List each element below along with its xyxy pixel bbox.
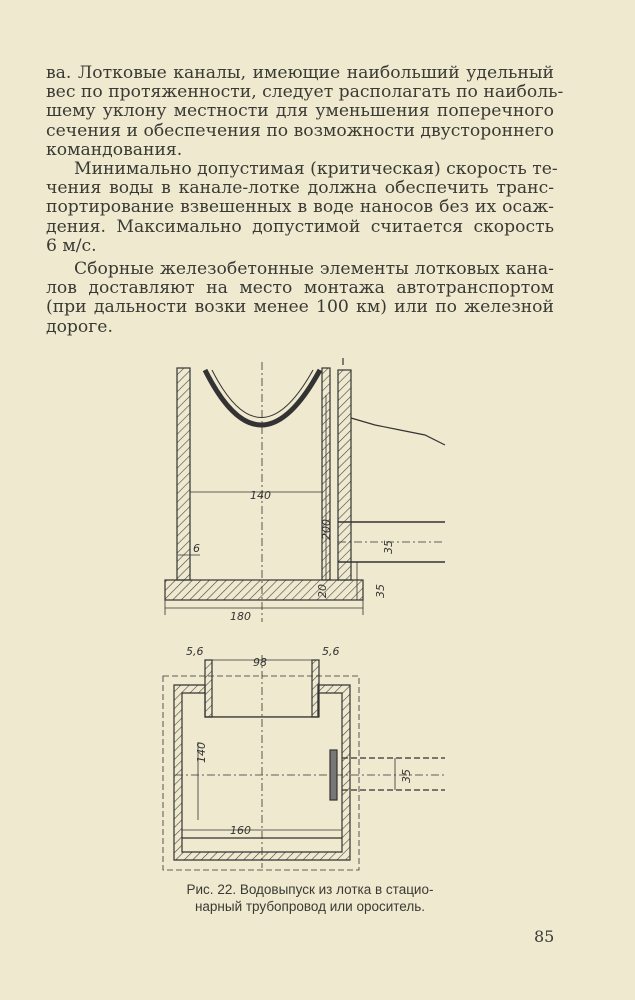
- dim-opening: 98: [253, 656, 267, 669]
- text-line: дороге.: [46, 316, 113, 337]
- text-line: сечения и обеспечения по возможности двустороннего: [46, 120, 555, 141]
- left-wall: [177, 368, 190, 580]
- text-line: командования.: [46, 139, 183, 160]
- dim-inner-width: 160: [230, 824, 251, 837]
- section-view: [165, 358, 445, 622]
- dim-inner-height: 140: [195, 742, 208, 763]
- paragraph-1: [46, 63, 564, 160]
- dim-width-total: 180: [230, 610, 251, 623]
- dim-left-wall: 5,6: [186, 645, 204, 658]
- figure-caption: [140, 882, 480, 915]
- caption-line: Рис. 22. Водовыпуск из лотка в стацио-: [186, 882, 434, 897]
- dim-pipe: 35: [382, 540, 395, 554]
- paragraph-3: [46, 260, 554, 337]
- tray-curve: [205, 370, 320, 425]
- dim-pipe-offset: 35: [374, 584, 387, 598]
- text-line: Минимально допустимая (критическая) скорость те-: [74, 159, 558, 179]
- dim-plan-pipe: 35: [400, 769, 413, 783]
- paragraph-2: [46, 159, 558, 256]
- text-line: чения воды в канале-лотке должна обеспечить транс-: [46, 178, 554, 199]
- technical-drawing: [150, 355, 460, 875]
- text-line: портирование взвешенных в воде наносов без их осаж-: [46, 197, 554, 218]
- text-line: 6 м/с.: [46, 235, 97, 256]
- text-line: (при дальности возки менее 100 км) или по железной: [46, 297, 554, 318]
- text-line: Сборные железобетонные элементы лотковых кана-: [74, 259, 554, 279]
- page-number: 85: [534, 927, 555, 946]
- dim-height: 200: [320, 519, 333, 540]
- text-line: вес по протяженности, следует располагать по наиболь-: [46, 82, 564, 103]
- text-line: лов доставляют на место монтажа автотранспортом: [46, 278, 554, 299]
- text-line: ва. Лотковые каналы, имеющие наибольший удельный: [46, 63, 554, 83]
- text-line: дения. Максимально допустимой считается скорость: [46, 216, 554, 237]
- dim-wall: 6: [193, 542, 200, 555]
- dim-base: 20: [316, 584, 329, 598]
- dim-width-inner: 140: [250, 489, 271, 502]
- caption-line: нарный трубопровод или ороситель.: [194, 898, 426, 914]
- base-slab: [165, 580, 363, 600]
- dim-right-wall: 5,6: [322, 645, 340, 658]
- outer-wall: [338, 370, 351, 580]
- text-line: шему уклону местности для уменьшения поперечного: [46, 101, 554, 122]
